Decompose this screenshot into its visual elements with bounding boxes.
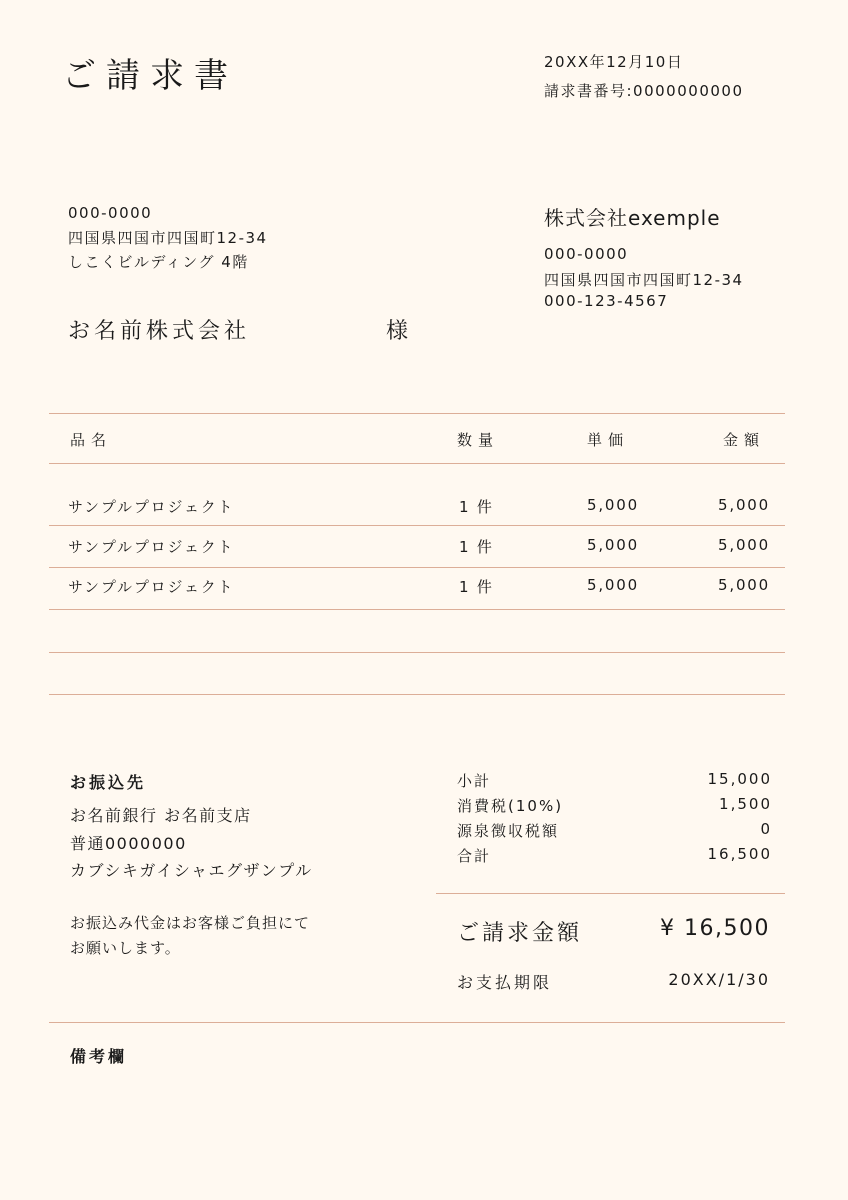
- row-rule: [49, 567, 785, 568]
- row-item: サンプルプロジェクト: [68, 538, 235, 556]
- due-date-value: 20XX/1/30: [668, 970, 770, 989]
- tax-value: 1,500: [719, 795, 772, 813]
- total-label: 合計: [457, 847, 492, 865]
- transfer-note-line2: お願いします。: [70, 939, 181, 957]
- row-qty: 1 件: [459, 578, 494, 596]
- subtotal-value: 15,000: [707, 770, 772, 788]
- client-name: お名前株式会社: [68, 319, 251, 344]
- row-item: サンプルプロジェクト: [68, 578, 235, 596]
- row-qty: 1 件: [459, 538, 494, 556]
- client-honorific: 様: [386, 319, 409, 344]
- row-rule: [49, 609, 785, 610]
- bank-account-name: カブシキガイシャエグザンプル: [70, 861, 313, 880]
- issuer-phone: 000-123-4567: [544, 292, 669, 310]
- col-header-item: 品名: [70, 431, 113, 449]
- issuer-address: 四国県四国市四国町12-34: [544, 271, 744, 289]
- page-title: ご請求書: [62, 56, 238, 96]
- row-rule: [49, 652, 785, 653]
- issuer-postal: 000-0000: [544, 245, 629, 263]
- col-header-amount: 金額: [723, 431, 766, 449]
- table-header-rule: [49, 463, 785, 464]
- row-price: 5,000: [587, 576, 639, 594]
- invoice-number: 請求書番号:0000000000: [544, 82, 744, 100]
- invoice-amount-label: ご請求金額: [457, 921, 583, 946]
- withholding-label: 源泉徴収税額: [457, 822, 560, 840]
- remarks-rule: [49, 1022, 785, 1023]
- bank-heading: お振込先: [70, 773, 147, 792]
- row-rule: [49, 525, 785, 526]
- summary-rule: [436, 893, 785, 894]
- total-value: 16,500: [707, 845, 772, 863]
- invoice-date: 20XX年12月10日: [544, 53, 684, 71]
- client-building: しこくビルディング 4階: [68, 253, 249, 271]
- client-postal: 000-0000: [68, 204, 153, 222]
- col-header-qty: 数量: [457, 431, 500, 449]
- row-qty: 1 件: [459, 498, 494, 516]
- issuer-company: 株式会社exemple: [544, 206, 721, 230]
- remarks-label: 備考欄: [70, 1047, 128, 1066]
- tax-label: 消費税(10%): [457, 797, 564, 815]
- row-item: サンプルプロジェクト: [68, 498, 235, 516]
- client-address: 四国県四国市四国町12-34: [68, 229, 268, 247]
- transfer-note-line1: お振込み代金はお客様ご負担にて: [70, 914, 311, 932]
- withholding-value: 0: [760, 820, 772, 838]
- col-header-price: 単価: [587, 431, 630, 449]
- row-price: 5,000: [587, 496, 639, 514]
- due-date-label: お支払期限: [457, 973, 553, 992]
- bank-account: 普通0000000: [70, 834, 187, 853]
- table-top-rule: [49, 413, 785, 414]
- row-amount: 5,000: [718, 576, 770, 594]
- row-price: 5,000: [587, 536, 639, 554]
- row-amount: 5,000: [718, 536, 770, 554]
- invoice-amount-value: ¥ 16,500: [660, 916, 770, 941]
- row-rule: [49, 694, 785, 695]
- subtotal-label: 小計: [457, 772, 492, 790]
- row-amount: 5,000: [718, 496, 770, 514]
- bank-branch: お名前銀行 お名前支店: [70, 806, 252, 825]
